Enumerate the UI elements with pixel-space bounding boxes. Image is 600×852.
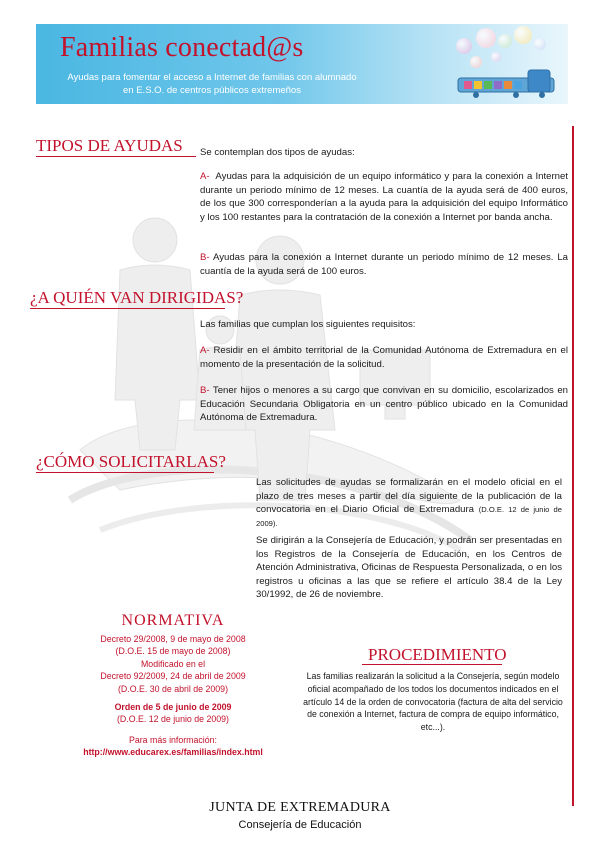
tipos-item-b-label: B- xyxy=(200,252,210,263)
tipos-item-a xyxy=(200,170,568,224)
dirigidas-item-a-label: A- xyxy=(200,345,210,356)
normativa-url-link[interactable]: http://www.educarex.es/familias/index.html xyxy=(83,747,263,758)
tipos-intro: Se contemplan dos tipos de ayudas: xyxy=(200,147,355,158)
right-accent-line xyxy=(572,126,574,806)
normativa-orden: Orden de 5 de junio de 2009 xyxy=(114,702,232,713)
section-heading-procedimiento: PROCEDIMIENTO xyxy=(368,645,507,664)
section-heading-dirigidas: ¿A QUIÉN VAN DIRIGIDAS? xyxy=(30,288,244,307)
normativa-doe-april-2009: (D.O.E. 30 de abril de 2009) xyxy=(117,683,229,694)
section-underline xyxy=(36,472,214,473)
section-heading-tipos: TIPOS DE AYUDAS xyxy=(36,136,183,155)
solicitarlas-paragraph-1 xyxy=(256,476,562,530)
footer-organization: JUNTA DE EXTREMADURA xyxy=(209,800,391,815)
banner-subtitle xyxy=(62,71,362,97)
solicitarlas-paragraph-2: Se dirigirán a la Consejería de Educación, y podrán ser presentadas en los Registros de la Consejería de Educación, en los Centros de Atención Administrativa, Oficinas de Respuesta Personalizada, o en los registros u oficinas a las que se refiere el artículo 38.4 de la Ley 30/1992, de 26 de noviembre. xyxy=(256,535,562,601)
dirigidas-item-b xyxy=(200,384,568,425)
keyboard-train-icon xyxy=(456,64,566,100)
banner-title: Familias conectad@s xyxy=(60,32,304,63)
section-underline xyxy=(30,308,225,309)
footer xyxy=(180,800,420,831)
normativa-more-info: Para más información: xyxy=(128,734,217,745)
dirigidas-item-a xyxy=(200,344,568,371)
section-underline xyxy=(362,664,502,665)
normativa-modificado: Modificado en el xyxy=(140,658,206,669)
tipos-item-b xyxy=(200,251,568,278)
tipos-item-b-text: Ayudas para la conexión a Internet durante un periodo mínimo de 12 meses. La cuantía de la ayuda será de 100 euros. xyxy=(200,252,568,277)
dirigidas-item-b-label: B- xyxy=(200,385,210,396)
banner-subtitle-line-2: en E.S.O. de centros públicos extremeños xyxy=(123,85,301,96)
tipos-item-a-label: A- xyxy=(200,171,210,182)
footer-department: Consejería de Educación xyxy=(238,819,362,831)
dirigidas-intro: Las familias que cumplan los siguientes requisitos: xyxy=(200,319,416,330)
normativa-decreto-2008: Decreto 29/2008, 9 de mayo de 2008 xyxy=(100,634,246,644)
header-banner xyxy=(36,24,568,104)
section-underline xyxy=(36,156,196,157)
solicitarlas-paragraph-1-text: Las solicitudes de ayudas se formalizarán en el modelo oficial en el plazo de tres meses a partir del día siguiente de la publicación de la convocatoria en el Diario Oficial de Extremadura xyxy=(256,477,562,516)
normativa-doe-june-2009: (D.O.E. 12 de junio de 2009) xyxy=(117,714,229,725)
procedimiento-text: Las familias realizarán la solicitud a la Consejería, según modelo oficial acompañado de los todos los documentos indicados en el artículo 14 de la orden de convocatoria (factura de alta del servicio de conexión a Internet, factura de compra de equipo informático, etc...). xyxy=(303,671,563,733)
solicitarlas-doe-reference: (D.O.E. 12 de junio de 2009). xyxy=(256,505,562,528)
tipos-item-a-text: Ayudas para la adquisición de un equipo informático y para la conexión a Internet durante un periodo mínimo de 12 meses. La cuantía de la ayuda será de 400 euros, de los que 300 corresponderían a la ayuda para la adquisición del equipo Informático y los 100 restantes para la contratación de la conexión a Internet por banda ancha. xyxy=(200,171,568,223)
normativa-doe-2008: (D.O.E. 15 de mayo de 2008) xyxy=(115,646,231,657)
normativa-block xyxy=(58,611,288,759)
normativa-heading: NORMATIVA xyxy=(121,612,225,629)
banner-subtitle-line-1: Ayudas para fomentar el acceso a Internet de familias con alumnado xyxy=(67,72,357,83)
dirigidas-item-a-text: Residir en el ámbito territorial de la Comunidad Autónoma de Extremadura en el momento de la presentación de la solicitud. xyxy=(200,345,568,370)
normativa-decreto-2009: Decreto 92/2009, 24 de abril de 2009 xyxy=(100,671,246,682)
section-heading-solicitarlas: ¿CÓMO SOLICITARLAS? xyxy=(36,452,226,471)
dirigidas-item-b-text: Tener hijos o menores a su cargo que convivan en su domicilio, escolarizados en Educación Secundaria Obligatoria en un centro público ubicado en la Comunidad Autónoma de Extremadura. xyxy=(200,385,568,424)
